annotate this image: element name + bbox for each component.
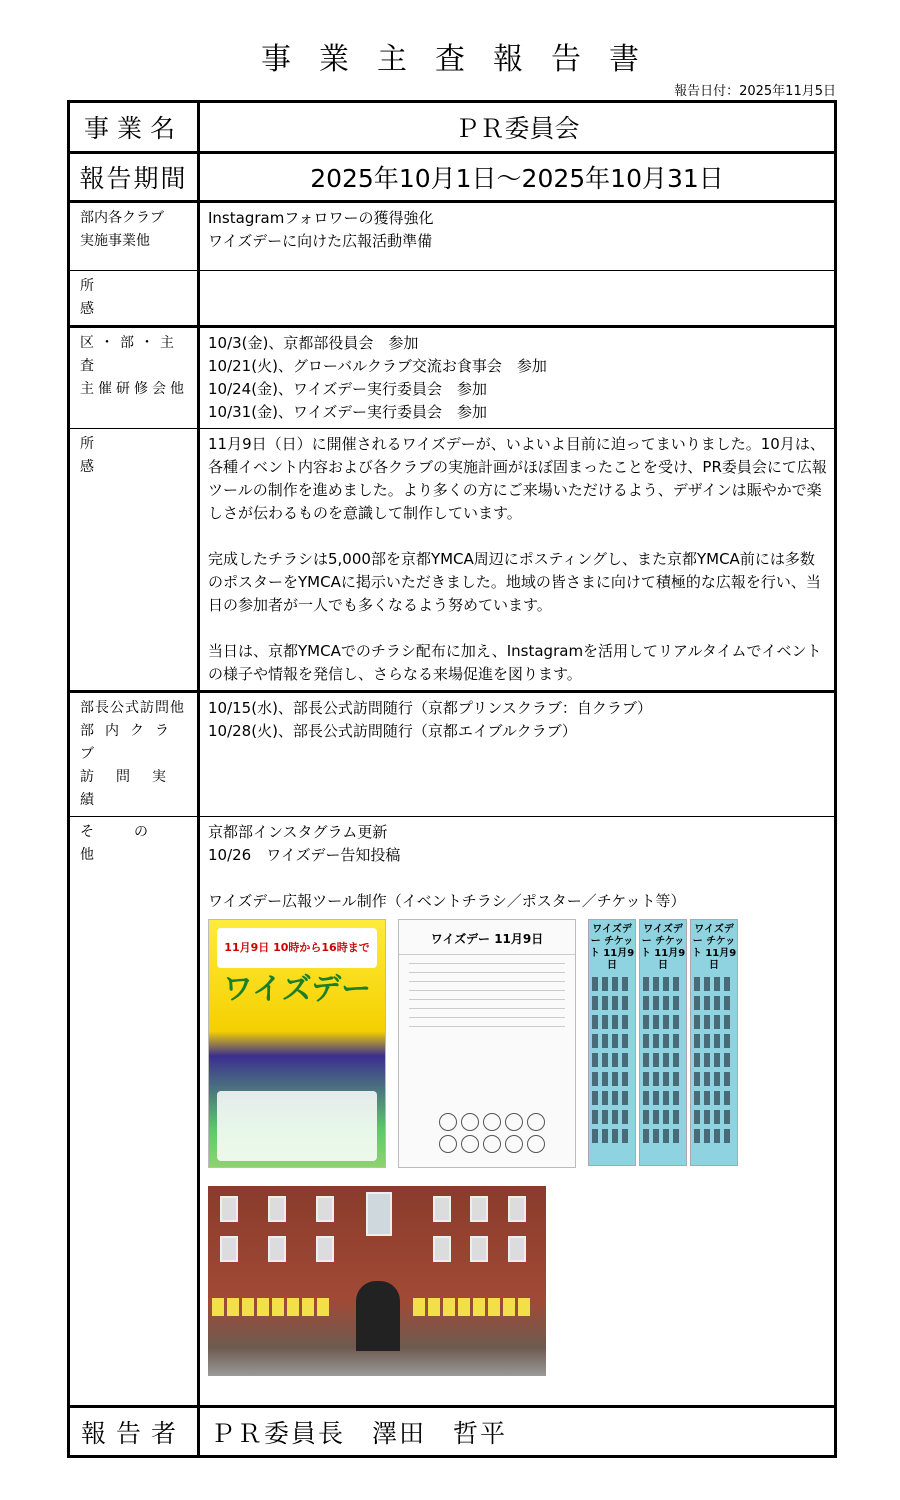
ticket-sheet bbox=[588, 919, 636, 1166]
other-line: 京都部インスタグラム更新 bbox=[208, 823, 388, 841]
impression-1-label bbox=[69, 271, 199, 327]
impression-paragraph: 11月9日（日）に開催されるワイズデーが、いよいよ目前に迫ってまいりました。10月は、各種イベント内容および各クラブの実施計画がほぼ固まったことを受け、PR委員会にて広報ツールの制作を進めました。より多くの方にご来場いただけるよう、デザインは賑やかで楽しさが伝わるものを意識して制作しています。 bbox=[208, 435, 827, 522]
period-value: 2025年10月1日～2025年10月31日 bbox=[199, 153, 836, 202]
report-date: 報告日付：2025年11月5日 bbox=[674, 84, 836, 99]
visits-label-line2: 部内クラブ bbox=[80, 723, 180, 762]
ticket-title: ワイズデー チケット 11月9日 bbox=[691, 924, 737, 971]
ticket-title: ワイズデー チケット 11月9日 bbox=[589, 924, 635, 971]
promo-tools-images bbox=[208, 919, 828, 1168]
reporter-value: ＰＲ委員長 澤田 哲平 bbox=[199, 1407, 836, 1457]
district-events-label bbox=[69, 327, 199, 429]
other-line: ワイズデー広報ツール制作（イベントチラシ／ポスター／チケット等） bbox=[208, 892, 686, 910]
visit-line: 10/15(水)、部長公式訪問随行（京都プリンスクラブ：自クラブ） bbox=[208, 699, 653, 717]
report-table bbox=[67, 100, 837, 1458]
ticket-title: ワイズデー チケット 11月9日 bbox=[640, 924, 686, 971]
stamp-rally-circles bbox=[439, 1113, 559, 1153]
visit-line: 10/28(火)、部長公式訪問随行（京都エイブルクラブ） bbox=[208, 722, 577, 740]
impression-paragraph: 当日は、京都YMCAでのチラシ配布に加え、Instagramを活用してリアルタイムでイベントの様子や情報を発信し、さらなる来場促進を図ります。 bbox=[208, 642, 822, 683]
event-poster-image bbox=[398, 919, 576, 1168]
flyer-info-box bbox=[217, 1091, 377, 1161]
visits-label bbox=[69, 692, 199, 817]
other-label-text: その他 bbox=[80, 824, 188, 863]
club-activities-content bbox=[199, 202, 836, 271]
ymca-building-photo bbox=[208, 1186, 546, 1376]
project-label: 事業名 bbox=[69, 102, 199, 153]
impression-2-label-text: 所感 bbox=[80, 436, 174, 475]
district-event-line: 10/31(金)、ワイズデー実行委員会 参加 bbox=[208, 403, 488, 421]
visits-content bbox=[199, 692, 836, 817]
impression-2-content bbox=[199, 429, 836, 692]
ticket-sheet bbox=[639, 919, 687, 1166]
club-activities-label bbox=[69, 202, 199, 271]
building-entrance bbox=[356, 1281, 400, 1351]
club-activity-line: Instagramフォロワーの獲得強化 bbox=[208, 209, 434, 227]
event-tickets-image bbox=[588, 919, 738, 1166]
event-flyer-image bbox=[208, 919, 386, 1168]
visits-label-line1: 部長公式訪問他 bbox=[80, 700, 185, 716]
district-events-label-line2: 主催研修会他 bbox=[80, 381, 188, 397]
club-activity-line: ワイズデーに向けた広報活動準備 bbox=[208, 232, 433, 250]
other-label bbox=[69, 817, 199, 1407]
period-label: 報告期間 bbox=[69, 153, 199, 202]
district-events-content bbox=[199, 327, 836, 429]
club-activities-label-line1: 部内各クラブ bbox=[80, 210, 164, 226]
impression-1-label-text: 所感 bbox=[80, 278, 174, 317]
district-events-label-line1: 区・部・主査 bbox=[80, 335, 180, 374]
district-event-line: 10/3(金)、京都部役員会 参加 bbox=[208, 334, 419, 352]
district-event-line: 10/21(火)、グローバルクラブ交流お食事会 参加 bbox=[208, 357, 547, 375]
poster-title: ワイズデー 11月9日 bbox=[399, 920, 575, 955]
other-line: 10/26 ワイズデー告知投稿 bbox=[208, 846, 401, 864]
other-content bbox=[199, 817, 836, 1407]
reporter-label: 報告者 bbox=[69, 1407, 199, 1457]
project-value: ＰＲ委員会 bbox=[199, 102, 836, 153]
district-event-line: 10/24(金)、ワイズデー実行委員会 参加 bbox=[208, 380, 488, 398]
club-activities-label-line2: 実施事業他 bbox=[80, 233, 150, 249]
visits-label-line3: 訪問実績 bbox=[80, 769, 188, 808]
impression-1-content bbox=[199, 271, 836, 327]
ticket-sheet bbox=[690, 919, 738, 1166]
impression-paragraph: 完成したチラシは5,000部を京都YMCA周辺にポスティングし、また京都YMCA前には多数のポスターをYMCAに掲示いただきました。地域の皆さまに向けて積極的な広報を行い、当日の参加者が一人でも多くなるよう努めています。 bbox=[208, 550, 821, 614]
impression-2-label bbox=[69, 429, 199, 692]
document-title: 事業主査報告書 bbox=[261, 42, 667, 77]
flyer-title: ワイズデー bbox=[222, 972, 372, 1007]
flyer-date: 11月9日 10時から16時まで bbox=[217, 928, 377, 968]
